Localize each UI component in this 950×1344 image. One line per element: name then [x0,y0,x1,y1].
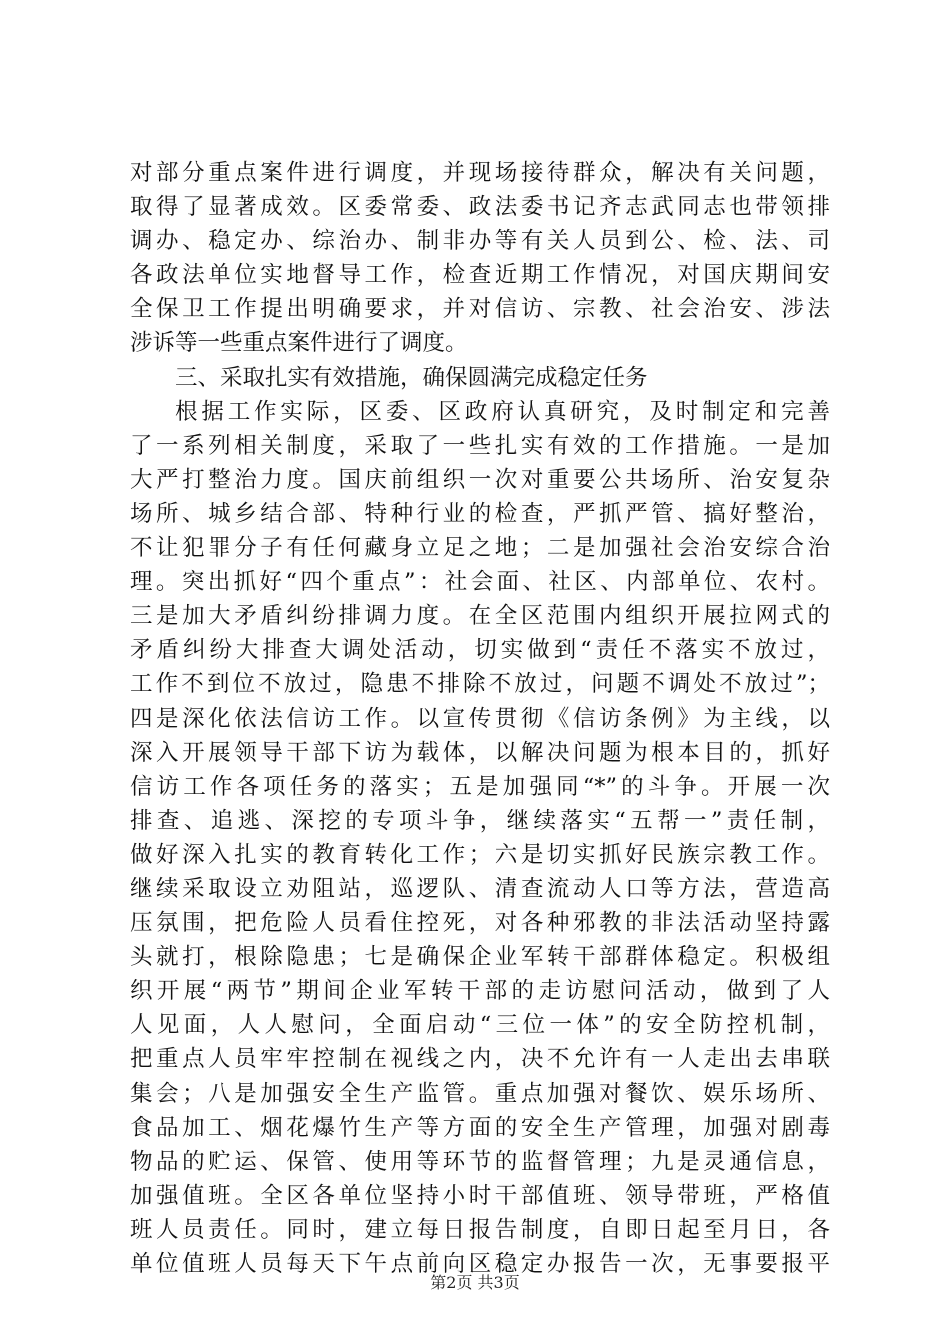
text-line: 矛盾纠纷大排查大调处活动，切实做到“责任不落实不放过， [130,637,830,664]
text-line: 工作不到位不放过，隐患不排除不放过，问题不调处不放过”； [130,671,830,698]
text-line: 各政法单位实地督导工作，检查近期工作情况，对国庆期间安 [130,262,830,289]
text-line: 集会；八是加强安全生产监管。重点加强对餐饮、娱乐场所、 [130,1080,830,1107]
text-line: 单位值班人员每天下午点前向区稳定办报告一次，无事要报平 [130,1251,830,1277]
text-line: 场所、城乡结合部、特种行业的检查，严抓严管、搞好整治， [130,500,830,527]
text-line: 做好深入扎实的教育转化工作；六是切实抓好民族宗教工作。 [130,841,830,868]
text-line: 人见面，人人慰问，全面启动“三位一体”的安全防控机制， [130,1012,830,1039]
text-line: 物品的贮运、保管、使用等环节的监督管理；九是灵通信息， [130,1148,830,1175]
text-line: 压氛围，把危险人员看住控死，对各种邪教的非法活动坚持露 [130,910,830,937]
text-line: 涉诉等一些重点案件进行了调度。 [130,330,468,357]
text-line: 三是加大矛盾纠纷排调力度。在全区范围内组织开展拉网式的 [130,603,830,630]
document-body [130,156,830,1281]
text-line: 班人员责任。同时，建立每日报告制度，自即日起至月日，各 [130,1216,830,1243]
section-heading: 三、采取扎实有效措施，确保圆满完成稳定任务 [175,364,648,391]
text-line: 取得了显著成效。区委常委、政法委书记齐志武同志也带领排 [130,194,830,221]
text-line: 食品加工、烟花爆竹生产等方面的安全生产管理，加强对剧毒 [130,1114,830,1141]
text-line: 理。突出抓好“四个重点”：社会面、社区、内部单位、农村。 [130,569,830,596]
text-line: 全保卫工作提出明确要求，并对信访、宗教、社会治安、涉法 [130,296,830,323]
paragraph-first-line: 根据工作实际，区委、区政府认真研究，及时制定和完善 [175,398,830,425]
text-line: 大严打整治力度。国庆前组织一次对重要公共场所、治安复杂 [130,466,830,493]
text-line: 头就打，根除隐患；七是确保企业军转干部群体稳定。积极组 [130,944,830,971]
text-line: 把重点人员牢牢控制在视线之内，决不允许有一人走出去串联 [130,1046,830,1073]
page-footer [0,1272,950,1294]
text-line: 信访工作各项任务的落实；五是加强同“*”的斗争。开展一次 [130,773,830,800]
text-line: 继续采取设立劝阻站，巡逻队、清查流动人口等方法，营造高 [130,875,830,902]
text-line: 排查、追逃、深挖的专项斗争，继续落实“五帮一”责任制， [130,807,830,834]
text-line: 织开展“两节”期间企业军转干部的走访慰问活动，做到了人 [130,978,830,1005]
text-line: 了一系列相关制度，采取了一些扎实有效的工作措施。一是加 [130,432,830,459]
text-line: 四是深化依法信访工作。以宣传贯彻《信访条例》为主线，以 [130,705,830,732]
text-line: 调办、稳定办、综治办、制非办等有关人员到公、检、法、司 [130,228,830,255]
text-line: 对部分重点案件进行调度，并现场接待群众，解决有关问题， [130,160,830,186]
page-number-label: 第2页 共3页 [430,1273,520,1292]
text-line: 加强值班。全区各单位坚持小时干部值班、领导带班，严格值 [130,1182,830,1209]
text-line: 深入开展领导干部下访为载体，以解决问题为根本目的，抓好 [130,739,830,766]
text-line: 不让犯罪分子有任何藏身立足之地；二是加强社会治安综合治 [130,535,830,562]
